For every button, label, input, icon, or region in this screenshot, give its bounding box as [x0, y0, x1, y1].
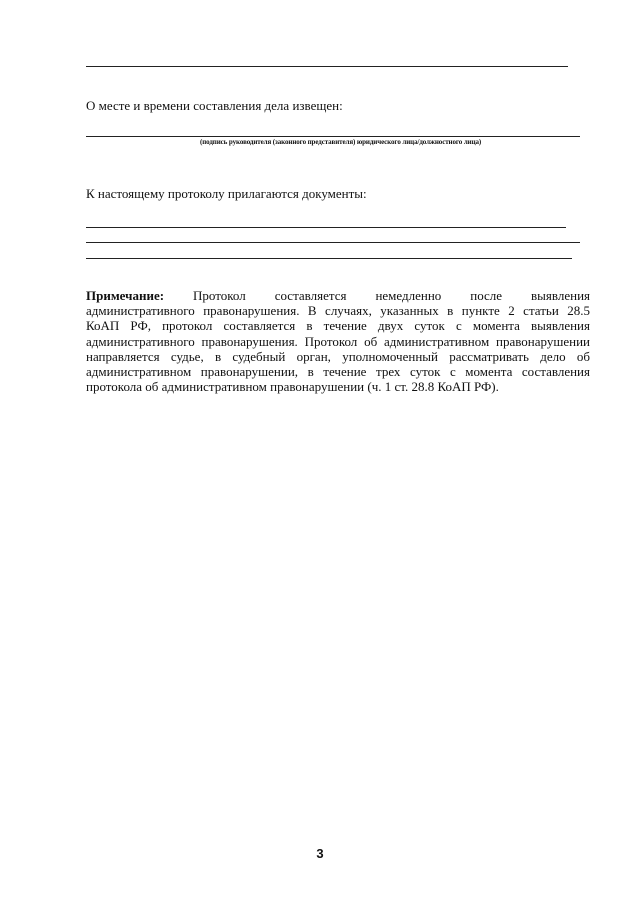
- note-line: КоАП РФ, протокол составляется в течение двух суток с момента выявления: [86, 318, 590, 334]
- attachments-label: К настоящему протоколу прилагаются документы:: [86, 186, 367, 201]
- note-line: административного правонарушения. Протокол об административном правонарушении: [86, 333, 590, 349]
- note-line: административном правонарушении, в течение трех суток с момента составления: [86, 364, 590, 380]
- note-line: протокола об административном правонарушении (ч. 1 ст. 28.8 КоАП РФ).: [86, 379, 499, 395]
- note-label: Примечание:: [86, 288, 165, 303]
- note-line: направляется судье, в судебный орган, уполномоченный рассматривать дело об: [86, 348, 590, 364]
- note-paragraph: [86, 288, 590, 394]
- note-text: Протокол составляется немедленно после выявления: [193, 288, 590, 303]
- page-number: 3: [316, 846, 324, 861]
- attachments-blank-line: [86, 227, 566, 228]
- note-line: [86, 288, 590, 303]
- attachments-blank-line: [86, 258, 572, 259]
- signature-caption: (подпись руководителя (законного представителя) юридического лица/должностного лица): [200, 138, 482, 146]
- notice-label: О месте и времени составления дела извещен:: [86, 98, 343, 113]
- signature-line: [86, 136, 580, 137]
- top-rule: [86, 66, 568, 67]
- note-line: административного правонарушения. В случаях, указанных в пункте 2 статьи 28.5: [86, 303, 590, 319]
- attachments-blank-line: [86, 242, 580, 243]
